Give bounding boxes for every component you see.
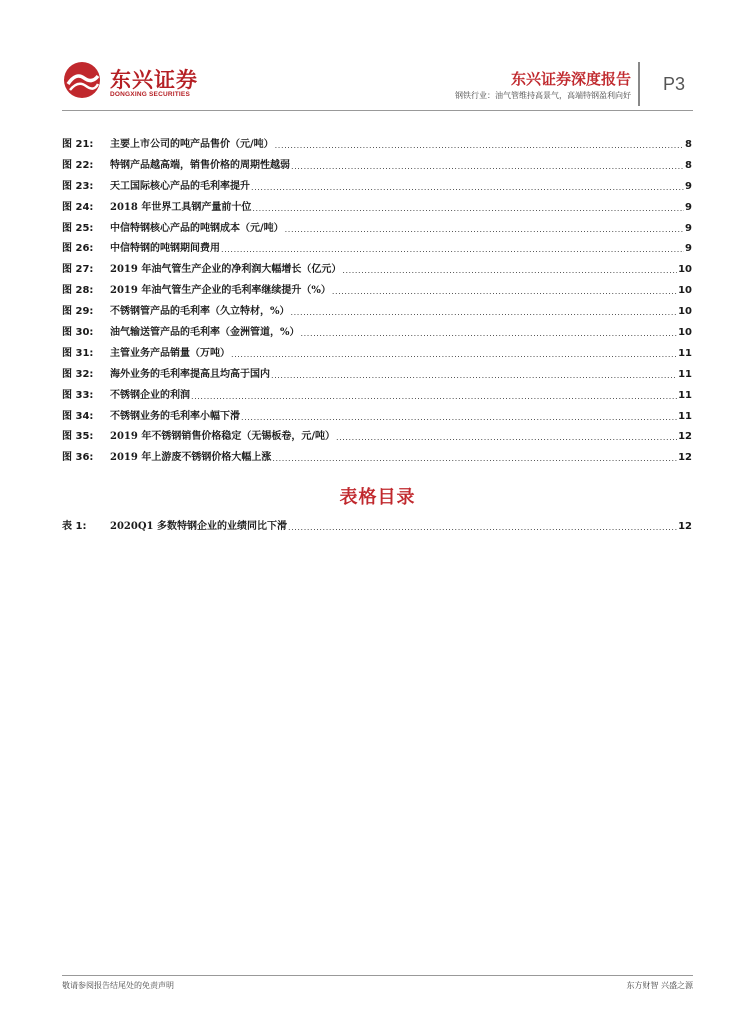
dot-leader bbox=[241, 410, 677, 425]
toc-entry[interactable] bbox=[62, 159, 692, 180]
entry-title: 油气输送管产品的毛利率（金洲管道，%） bbox=[110, 327, 300, 339]
footer-rule bbox=[62, 975, 693, 976]
dot-leader bbox=[332, 284, 677, 299]
entry-title: 2019 年不锈钢销售价格稳定（无锡板卷，元/吨） bbox=[110, 431, 335, 443]
toc-entry[interactable] bbox=[62, 368, 692, 389]
toc-entry[interactable] bbox=[62, 326, 692, 347]
entry-prefix: 图 32: bbox=[62, 368, 94, 380]
dot-leader bbox=[221, 242, 684, 257]
dot-leader bbox=[271, 368, 677, 383]
company-logo bbox=[62, 60, 202, 104]
dot-leader bbox=[288, 520, 677, 535]
entry-prefix: 图 31: bbox=[62, 347, 94, 359]
dot-leader bbox=[285, 222, 684, 237]
entry-page: 12 bbox=[678, 452, 692, 464]
dot-leader bbox=[275, 138, 684, 153]
dot-leader bbox=[272, 451, 677, 466]
entry-page: 9 bbox=[685, 222, 692, 234]
entry-page: 10 bbox=[678, 306, 692, 318]
dot-leader bbox=[251, 180, 684, 195]
entry-title: 主管业务产品销量（万吨） bbox=[110, 347, 230, 359]
entry-prefix: 图 28: bbox=[62, 285, 94, 297]
entry-prefix: 图 35: bbox=[62, 431, 94, 443]
entry-page: 12 bbox=[678, 521, 692, 532]
dot-leader bbox=[342, 263, 677, 278]
toc-entry[interactable] bbox=[62, 430, 692, 451]
logo-emblem-icon bbox=[62, 60, 106, 104]
toc-entry[interactable] bbox=[62, 305, 692, 326]
dot-leader bbox=[291, 159, 684, 174]
entry-prefix: 图 23: bbox=[62, 180, 94, 192]
entry-title: 不锈钢企业的利润 bbox=[110, 389, 190, 401]
entry-prefix: 图 24: bbox=[62, 201, 94, 213]
entry-prefix: 图 22: bbox=[62, 159, 94, 171]
header-rule bbox=[62, 110, 693, 111]
page-number: P3 bbox=[663, 74, 686, 94]
entry-title: 2019 年油气管生产企业的毛利率继续提升（%） bbox=[110, 285, 331, 297]
entry-title: 主要上市公司的吨产品售价（元/吨） bbox=[110, 139, 274, 150]
entry-prefix: 图 26: bbox=[62, 243, 94, 255]
entry-title: 特钢产品越高端，销售价格的周期性越弱 bbox=[110, 159, 290, 171]
dot-leader bbox=[191, 389, 677, 404]
disclaimer-note: 敬请参阅报告结尾处的免责声明 bbox=[62, 981, 174, 990]
table-list bbox=[62, 520, 692, 541]
entry-title: 不锈钢业务的毛利率小幅下滑 bbox=[110, 410, 240, 422]
figure-list bbox=[62, 138, 692, 472]
dot-leader bbox=[336, 430, 677, 445]
entry-title: 不锈钢管产品的毛利率（久立特材，%） bbox=[110, 306, 290, 318]
dot-leader bbox=[252, 201, 684, 216]
logo-text-cn: 东兴证券 bbox=[110, 68, 198, 92]
entry-title: 2019 年上游废不锈钢价格大幅上涨 bbox=[110, 452, 272, 464]
entry-page: 9 bbox=[685, 201, 692, 213]
entry-prefix: 图 36: bbox=[62, 452, 94, 464]
entry-title: 2018 年世界工具钢产量前十位 bbox=[110, 201, 252, 213]
entry-title: 中信特钢核心产品的吨钢成本（元/吨） bbox=[110, 222, 284, 234]
dot-leader bbox=[231, 347, 677, 362]
toc-entry[interactable] bbox=[62, 410, 692, 431]
company-slogan: 东方财智 兴盛之源 bbox=[626, 981, 693, 990]
header-divider bbox=[638, 62, 640, 106]
toc-entry[interactable] bbox=[62, 138, 692, 159]
toc-entry[interactable] bbox=[62, 222, 692, 243]
toc-entry[interactable] bbox=[62, 284, 692, 305]
entry-prefix: 表 1: bbox=[62, 521, 87, 532]
entry-page: 11 bbox=[678, 389, 692, 401]
entry-prefix: 图 25: bbox=[62, 222, 94, 234]
entry-title: 海外业务的毛利率提高且均高于国内 bbox=[110, 368, 270, 380]
entry-prefix: 图 21: bbox=[62, 139, 94, 150]
entry-page: 8 bbox=[685, 159, 692, 171]
entry-prefix: 图 30: bbox=[62, 327, 94, 339]
dot-leader bbox=[291, 305, 678, 320]
report-title: 东兴证券深度报告 bbox=[510, 70, 631, 88]
entry-prefix: 图 34: bbox=[62, 410, 94, 422]
toc-entry[interactable] bbox=[62, 242, 692, 263]
entry-prefix: 图 27: bbox=[62, 264, 94, 276]
toc-entry[interactable] bbox=[62, 180, 692, 201]
entry-page: 9 bbox=[685, 243, 692, 255]
entry-title: 中信特钢的吨钢期间费用 bbox=[110, 243, 220, 255]
entry-page: 10 bbox=[678, 264, 692, 276]
toc-entry[interactable] bbox=[62, 263, 692, 284]
entry-page: 9 bbox=[685, 180, 692, 192]
toc-entry[interactable] bbox=[62, 347, 692, 368]
entry-page: 11 bbox=[678, 410, 692, 422]
entry-page: 11 bbox=[678, 347, 692, 359]
entry-prefix: 图 33: bbox=[62, 389, 94, 401]
entry-page: 12 bbox=[678, 431, 692, 443]
logo-text-en: DONGXING SECURITIES bbox=[110, 91, 191, 98]
entry-title: 2019 年油气管生产企业的净利润大幅增长（亿元） bbox=[110, 264, 342, 276]
entry-page: 10 bbox=[678, 285, 692, 297]
toc-entry[interactable] bbox=[62, 451, 692, 472]
toc-entry[interactable] bbox=[62, 520, 692, 541]
entry-title: 天工国际核心产品的毛利率提升 bbox=[110, 180, 250, 192]
entry-page: 8 bbox=[685, 139, 692, 150]
entry-page: 10 bbox=[678, 327, 692, 339]
toc-entry[interactable] bbox=[62, 389, 692, 410]
report-subtitle: 钢铁行业：油气管维持高景气，高端特钢盈利向好 bbox=[455, 91, 631, 100]
dot-leader bbox=[301, 326, 678, 341]
entry-prefix: 图 29: bbox=[62, 306, 94, 318]
entry-title: 2020Q1 多数特钢企业的业绩同比下滑 bbox=[110, 521, 287, 532]
tables-section-heading: 表格目录 bbox=[339, 487, 416, 508]
toc-entry[interactable] bbox=[62, 201, 692, 222]
entry-page: 11 bbox=[678, 368, 692, 380]
page-header bbox=[0, 0, 755, 112]
